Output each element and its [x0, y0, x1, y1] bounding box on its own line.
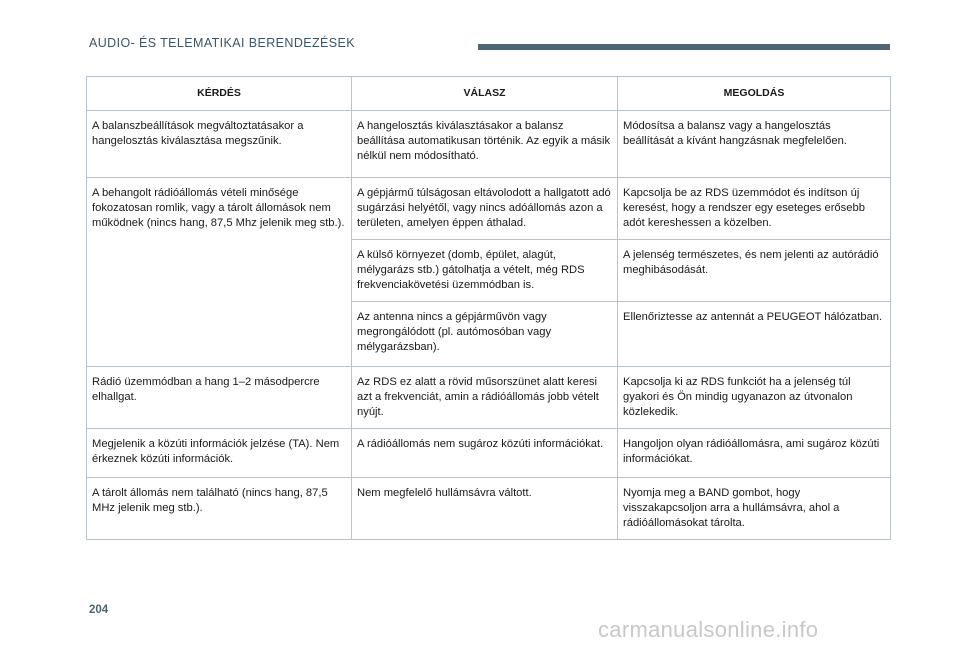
solution-cell: Ellenőriztesse az antennát a PEUGEOT hálózatban. — [618, 302, 891, 367]
question-cell: Rádió üzemmódban a hang 1–2 másodpercre elhallgat. — [87, 367, 352, 429]
answer-cell: Nem megfelelő hullámsávra váltott. — [352, 478, 618, 540]
question-cell: A tárolt állomás nem található (nincs hang, 87,5 MHz jelenik meg stb.). — [87, 478, 352, 540]
answer-cell: Az RDS ez alatt a rövid műsorszünet alatt keresi azt a frekvenciát, amin a rádióállomás jobb vételt nyújt. — [352, 367, 618, 429]
solution-cell: Hangoljon olyan rádióállomásra, ami sugároz közúti információkat. — [618, 429, 891, 478]
solution-cell: Nyomja meg a BAND gombot, hogy visszakapcsoljon arra a hullámsávra, ahol a rádióállomásokat tárolta. — [618, 478, 891, 540]
answer-cell: A gépjármű túlságosan eltávolodott a hallgatott adó sugárzási helyétől, vagy nincs adóállomás azon a területen, amelyen éppen áthalad. — [352, 178, 618, 240]
answer-cell: A hangelosztás kiválasztásakor a balansz beállítása automatikusan történik. Az egyik a másik nélkül nem módosítható. — [352, 111, 618, 178]
solution-cell: Kapcsolja ki az RDS funkciót ha a jelenség túl gyakori és Ön mindig ugyanazon az útvonalon közlekedik. — [618, 367, 891, 429]
troubleshooting-table — [86, 76, 891, 540]
answer-cell: A külső környezet (domb, épület, alagút, mélygarázs stb.) gátolhatja a vételt, még RDS frekvenciakövetési üzemmódban is. — [352, 240, 618, 302]
column-header-solution: MEGOLDÁS — [618, 77, 891, 111]
column-header-answer: VÁLASZ — [352, 77, 618, 111]
answer-cell: Az antenna nincs a gépjárművön vagy megrongálódott (pl. autómosóban vagy mélygarázsban). — [352, 302, 618, 367]
table-row — [87, 178, 891, 240]
watermark: carmanualsonline.info — [598, 617, 819, 642]
table-row — [87, 478, 891, 540]
question-cell: Megjelenik a közúti információk jelzése (TA). Nem érkeznek közúti információk. — [87, 429, 352, 478]
table-row — [87, 429, 891, 478]
table-row — [87, 367, 891, 429]
header-bar — [478, 44, 890, 50]
question-cell: A behangolt rádióállomás vételi minősége fokozatosan romlik, vagy a tárolt állomások nem működnek (nincs hang, 87,5 Mhz jelenik meg stb.). — [87, 178, 352, 367]
table-header-row — [87, 77, 891, 111]
column-header-question: KÉRDÉS — [87, 77, 352, 111]
page-number: 204 — [89, 604, 109, 616]
section-title: AUDIO- ÉS TELEMATIKAI BERENDEZÉSEK — [89, 36, 355, 50]
solution-cell: Kapcsolja be az RDS üzemmódot és indítson új keresést, hogy a rendszer egy eseteges erősebb adót kereshessen a közelben. — [618, 178, 891, 240]
solution-cell: Módosítsa a balansz vagy a hangelosztás beállítását a kívánt hangzásnak megfelelően. — [618, 111, 891, 178]
solution-cell: A jelenség természetes, és nem jelenti az autórádió meghibásodását. — [618, 240, 891, 302]
question-cell: A balanszbeállítások megváltoztatásakor a hangelosztás kiválasztása megszűnik. — [87, 111, 352, 178]
table-row — [87, 111, 891, 178]
answer-cell: A rádióállomás nem sugároz közúti információkat. — [352, 429, 618, 478]
